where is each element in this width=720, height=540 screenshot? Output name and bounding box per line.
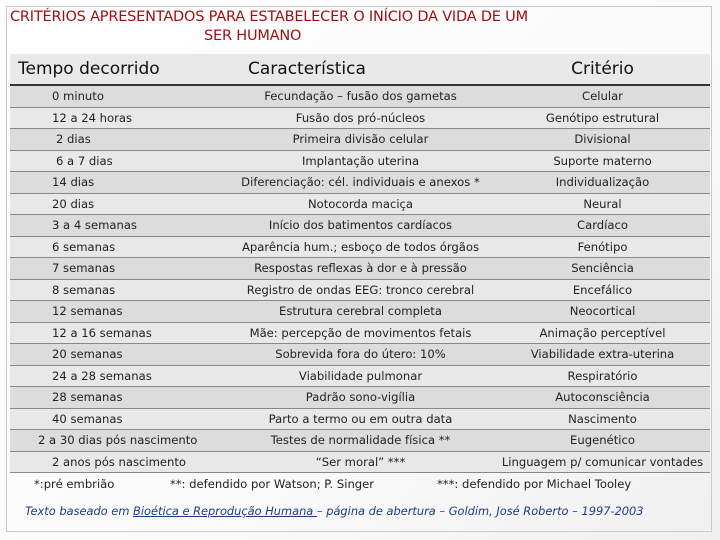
row-time-cell: 40 semanas [10, 408, 220, 430]
table-row [10, 150, 710, 172]
footnote-tooley: ***: defendido por Michael Tooley [437, 477, 632, 491]
row-criterion-cell: Encefálico [495, 279, 710, 301]
row-time-cell: 14 dias [10, 172, 220, 194]
row-time-cell: 7 semanas [10, 258, 220, 280]
row-criterion-cell: Divisional [495, 129, 710, 151]
table-row [10, 215, 710, 237]
table-row [10, 193, 710, 215]
row-criterion-cell: Cardíaco [495, 215, 710, 237]
row-criterion-cell: Individualização [495, 172, 710, 194]
row-feature-cell: Notocorda maciça [220, 193, 495, 215]
row-criterion-cell: Autoconsciência [495, 387, 710, 409]
source-book-link[interactable]: Bioética e Reprodução Humana [133, 504, 317, 518]
table-row [10, 258, 710, 280]
row-time-cell: 20 dias [10, 193, 220, 215]
row-feature-cell: Aparência hum.; esboço de todos órgãos [220, 236, 495, 258]
table-row [10, 85, 710, 107]
title-line-1: CRITÉRIOS APRESENTADOS PARA ESTABELECER O INÍCIO DA VIDA DE UM [10, 9, 528, 25]
row-time-cell: 6 semanas [10, 236, 220, 258]
row-criterion-cell: Celular [495, 85, 710, 107]
row-feature-cell: Mãe: percepção de movimentos fetais [220, 322, 495, 344]
row-feature-cell: Fecundação – fusão dos gametas [220, 85, 495, 107]
table-row [10, 430, 710, 452]
row-criterion-cell: Eugenético [495, 430, 710, 452]
row-time-cell: 3 a 4 semanas [10, 215, 220, 237]
table-row [10, 107, 710, 129]
table-row [10, 408, 710, 430]
row-feature-cell: “Ser moral” *** [220, 451, 495, 473]
row-feature-cell: Padrão sono-vigília [220, 387, 495, 409]
table-row [10, 365, 710, 387]
row-feature-cell: Primeira divisão celular [220, 129, 495, 151]
table-row [10, 451, 710, 473]
row-criterion-cell: Suporte materno [495, 150, 710, 172]
row-time-cell: 20 semanas [10, 344, 220, 366]
row-time-cell: 2 dias [10, 129, 220, 151]
title-line-2: SER HUMANO [204, 28, 302, 44]
row-criterion-cell: Senciência [495, 258, 710, 280]
row-time-cell: 2 anos pós nascimento [10, 451, 220, 473]
header-criterion: Critério [495, 54, 710, 85]
row-time-cell: 12 a 24 horas [10, 107, 220, 129]
row-feature-cell: Sobrevida fora do útero: 10% [220, 344, 495, 366]
row-time-cell: 8 semanas [10, 279, 220, 301]
row-feature-cell: Início dos batimentos cardíacos [220, 215, 495, 237]
row-criterion-cell: Viabilidade extra-uterina [495, 344, 710, 366]
row-criterion-cell: Animação perceptível [495, 322, 710, 344]
table-row [10, 387, 710, 409]
source-citation [25, 504, 715, 518]
row-time-cell: 12 semanas [10, 301, 220, 323]
row-feature-cell: Registro de ondas EEG: tronco cerebral [220, 279, 495, 301]
row-feature-cell: Respostas reflexas à dor e à pressão [220, 258, 495, 280]
row-time-cell: 28 semanas [10, 387, 220, 409]
table-row [10, 279, 710, 301]
row-time-cell: 0 minuto [10, 85, 220, 107]
row-criterion-cell: Neocortical [495, 301, 710, 323]
source-suffix: – página de abertura – Goldim, José Roberto – 1997-2003 [316, 504, 644, 518]
table-header-row [10, 54, 710, 85]
slide-title [10, 8, 660, 46]
row-criterion-cell: Fenótipo [495, 236, 710, 258]
row-criterion-cell: Neural [495, 193, 710, 215]
footnote-pre-embryo: *:pré embrião [34, 477, 115, 491]
row-time-cell: 24 a 28 semanas [10, 365, 220, 387]
row-time-cell: 12 a 16 semanas [10, 322, 220, 344]
row-feature-cell: Diferenciação: cél. individuais e anexos * [220, 172, 495, 194]
row-criterion-cell: Genótipo estrutural [495, 107, 710, 129]
criteria-table [10, 54, 710, 473]
row-criterion-cell: Nascimento [495, 408, 710, 430]
footnotes [0, 477, 720, 493]
row-feature-cell: Parto a termo ou em outra data [220, 408, 495, 430]
source-prefix: Texto baseado em [25, 504, 134, 518]
row-feature-cell: Viabilidade pulmonar [220, 365, 495, 387]
header-time: Tempo decorrido [10, 54, 220, 85]
table-row [10, 236, 710, 258]
table-row [10, 129, 710, 151]
row-time-cell: 2 a 30 dias pós nascimento [10, 430, 220, 452]
table-row [10, 172, 710, 194]
table-row [10, 301, 710, 323]
row-feature-cell: Estrutura cerebral completa [220, 301, 495, 323]
row-feature-cell: Fusão dos pró-núcleos [220, 107, 495, 129]
row-criterion-cell: Linguagem p/ comunicar vontades [495, 451, 710, 473]
row-feature-cell: Testes de normalidade física ** [220, 430, 495, 452]
header-feature: Característica [220, 54, 495, 85]
table-row [10, 322, 710, 344]
table-row [10, 344, 710, 366]
footnote-watson-singer: **: defendido por Watson; P. Singer [170, 477, 375, 491]
row-time-cell: 6 a 7 dias [10, 150, 220, 172]
row-criterion-cell: Respiratório [495, 365, 710, 387]
row-feature-cell: Implantação uterina [220, 150, 495, 172]
